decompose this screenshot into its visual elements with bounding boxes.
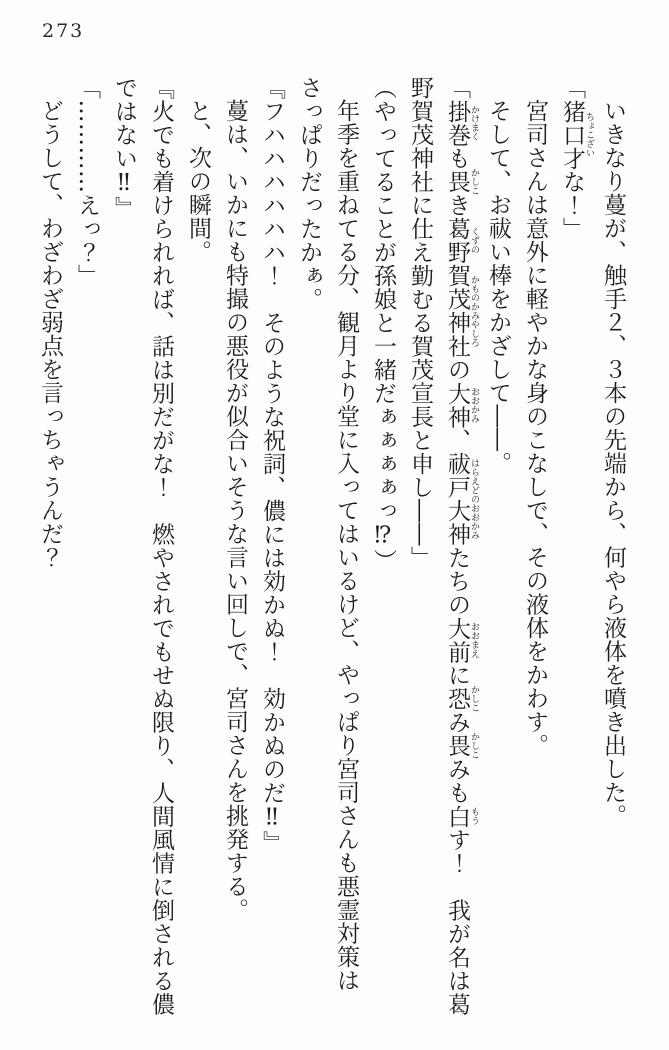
ruby-annotated-word: 掛巻 かけまく xyxy=(444,99,479,147)
text-line-line-15: 「…………えっ？」 xyxy=(74,76,100,288)
text-line-line-09: さっぱりだったかぁ。 xyxy=(296,76,322,311)
text-body xyxy=(31,76,631,1016)
ruby-annotated-word: 猪口才 ちょこざい xyxy=(559,99,594,170)
ruby-annotated-word: 葛野 くずの xyxy=(444,217,479,264)
ruby-annotated-word: 大前 おおまえ xyxy=(444,616,479,664)
ruby-annotated-word: 畏 かしこ xyxy=(444,732,479,760)
text-line-line-04: そして、お祓い棒をかざして――。 xyxy=(485,99,511,475)
text-line-line-10: 『フハハハハハハ！ そのような祝詞、儂には効かぬ！ 効かぬのだ‼』 xyxy=(259,76,285,855)
text-line-line-11: 蔓は、いかにも特撮の悪役が似合いそうな言い回しで、宮司さんを挑発する。 xyxy=(222,99,248,922)
text-line-line-03: 宮司さんは意外に軽やかな身のこなしで、その液体をかわす。 xyxy=(522,99,548,757)
text-line-line-07: （やってることが孫娘と一緒だぁぁぁぁっ⁉） xyxy=(370,76,396,573)
text-line-line-02: 「猪口才 ちょこざいな！」 xyxy=(559,76,594,241)
text-line-line-13: 『火でも着けられれば、話は別だがな！ 燃やされでもせぬ限り、人間風情に倒される儂 xyxy=(148,76,174,1016)
ruby-annotated-word: 祓戸大神 はらえどのおおかみ xyxy=(444,452,479,546)
text-line-line-05: 「掛巻 かけまくも畏 かしこき葛野 くずの賀茂神社 かものかみやしろの大神 おおかみ、祓戸大神 はらえどのおおかみたちの大前 おおまえに恐 かしこみ畏 かしこみも白 もうす！ 我が名は葛 xyxy=(444,76,479,1016)
text-line-line-08: 年季を重ねてる分、観月より堂に入ってはいるけど、やっぱり宮司さんも悪霊対策は xyxy=(333,99,359,992)
text-line-line-06: 野賀茂神社に仕え勤むる賀茂宣長と申し――」 xyxy=(407,76,433,570)
ruby-annotated-word: 大神 おおかみ xyxy=(444,381,479,429)
page-number: 273 xyxy=(42,20,85,42)
ruby-annotated-word: 白 もう xyxy=(444,804,479,828)
text-line-line-16: どうして、わざわざ弱点を言っちゃうんだ？ xyxy=(37,99,63,569)
ruby-annotated-word: 畏 かしこ xyxy=(444,168,479,196)
text-line-line-12: と、次の瞬間。 xyxy=(185,99,211,264)
ruby-annotated-word: 賀茂神社 かものかみやしろ xyxy=(444,264,479,358)
text-line-line-14: ではない‼』 xyxy=(111,76,137,220)
text-line-line-01: いきなり蔓が、触手２、３本の先端から、何やら液体を噴き出した。 xyxy=(600,99,626,828)
ruby-annotated-word: 恐 かしこ xyxy=(444,685,479,713)
